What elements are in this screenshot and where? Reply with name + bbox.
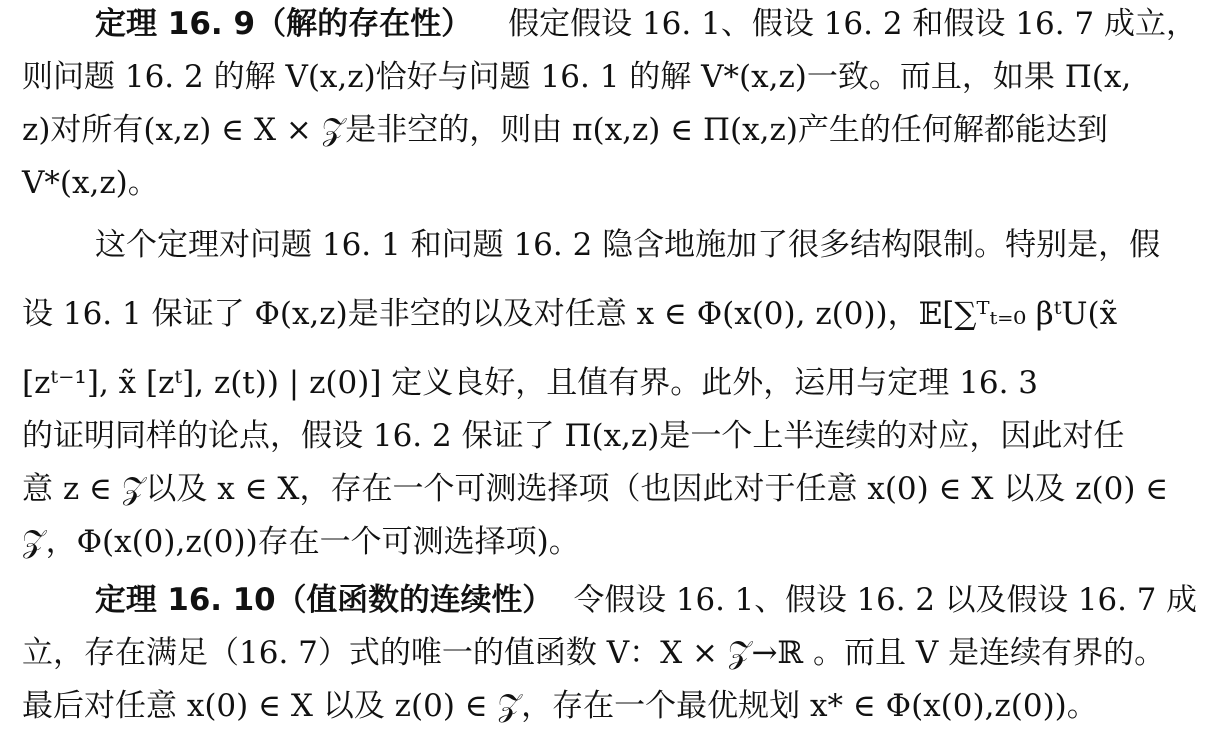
text-line	[22, 292, 1197, 336]
text-line	[22, 467, 1197, 511]
text-line-content: 𝒵，Φ(x(0),z(0))存在一个可测选择项)。	[22, 524, 580, 560]
theorem-16-9-line-1	[95, 2, 1197, 46]
text-line-content: 则问题 16. 2 的解 V(x,z)恰好与问题 16. 1 的解 V*(x,z)一致。而且，如果 Π(x,	[22, 59, 1132, 95]
text-line	[22, 55, 1197, 99]
text-line	[22, 520, 1197, 564]
text-line	[22, 414, 1197, 458]
text-line-content: 的证明同样的论点，假设 16. 2 保证了 Π(x,z)是一个上半连续的对应，因此对任	[22, 418, 1125, 454]
text-line	[22, 684, 1197, 728]
theorem-16-9-heading: 定理 16. 9（解的存在性）	[95, 6, 473, 42]
text-line-content: V*(x,z)。	[22, 165, 159, 201]
text-line-content: z)对所有(x,z) ∈ X × 𝒵是非空的，则由 π(x,z) ∈ Π(x,z)产生的任何解都能达到	[22, 112, 1108, 148]
paragraph-line-1	[95, 223, 1197, 267]
text-line-content: [zᵗ⁻¹], x̃ [zᵗ], z(t)) | z(0)] 定义良好，且值有界。此外，运用与定理 16. 3	[22, 365, 1039, 401]
text-line-content: 意 z ∈ 𝒵以及 x ∈ X，存在一个可测选择项（也因此对于任意 x(0) ∈ X 以及 z(0) ∈	[22, 471, 1169, 507]
text-line-content: 设 16. 1 保证了 Φ(x,z)是非空的以及对任意 x ∈ Φ(x(0), z(0))，𝔼[∑ᵀₜ₌₀ βᵗU(x̃	[22, 296, 1118, 332]
text-line-content: 这个定理对问题 16. 1 和问题 16. 2 隐含地施加了很多结构限制。特别是，假	[95, 227, 1161, 263]
text-line-content: 最后对任意 x(0) ∈ X 以及 z(0) ∈ 𝒵，存在一个最优规划 x* ∈ Φ(x(0),z(0))。	[22, 688, 1098, 724]
theorem-16-10-line-1	[95, 578, 1197, 622]
text-line-content: 立，存在满足（16. 7）式的唯一的值函数 V：X × 𝒵→ℝ 。而且 V 是连续有界的。	[22, 635, 1166, 671]
text-line	[22, 108, 1197, 152]
text-line	[22, 631, 1197, 675]
text-line: 令假设 16. 1、假设 16. 2 以及假设 16. 7 成	[573, 582, 1197, 618]
text-line	[22, 361, 1197, 405]
text-line: 假定假设 16. 1、假设 16. 2 和假设 16. 7 成立，	[508, 6, 1197, 42]
text-line	[22, 161, 1197, 205]
theorem-16-10-heading: 定理 16. 10（值函数的连续性）	[95, 582, 554, 618]
